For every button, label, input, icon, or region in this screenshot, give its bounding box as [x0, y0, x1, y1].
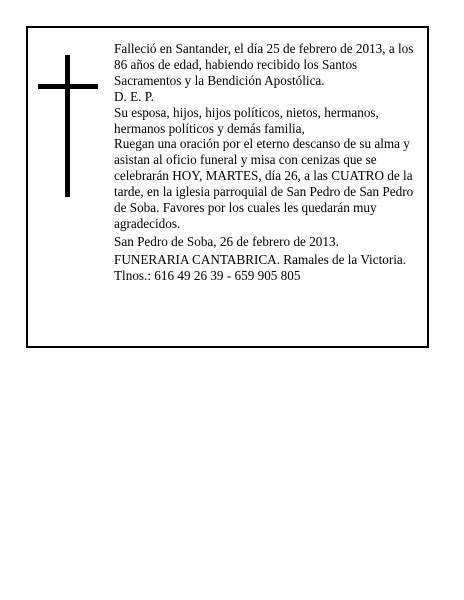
funeral-home-line: FUNERARIA CANTABRICA. Ramales de la Victoria.	[114, 251, 407, 267]
cross-horizontal-bar	[38, 84, 98, 89]
cross-icon	[38, 55, 98, 197]
rip-line: D. E. P.	[114, 88, 154, 104]
notice-text-block	[114, 41, 424, 284]
family-line: Su esposa, hijos, hijos políticos, nietos, hermanos, hermanos políticos y demás familia,	[114, 104, 379, 136]
obituary-notice	[26, 26, 429, 348]
funeral-details: Ruegan una oración por el eterno descanso de su alma y asistan al oficio funeral y misa con cenizas que se celebrarán HOY, MARTES, día 26, a las CUATRO de la tarde, en la iglesia parroquial de San Pedro de San Pedro de Soba. Favores por los cuales les quedarán muy agradecidos.	[114, 136, 414, 231]
death-announcement: Falleció en Santander, el día 25 de febrero de 2013, a los 86 años de edad, habiendo recibido los Santos Sacramentos y la Bendición Apostólica.	[114, 41, 414, 88]
phone-line: Tlnos.: 616 49 26 39 - 659 905 805	[114, 267, 301, 283]
place-date-line: San Pedro de Soba, 26 de febrero de 2013.	[114, 233, 339, 249]
cross-vertical-bar	[65, 55, 70, 197]
